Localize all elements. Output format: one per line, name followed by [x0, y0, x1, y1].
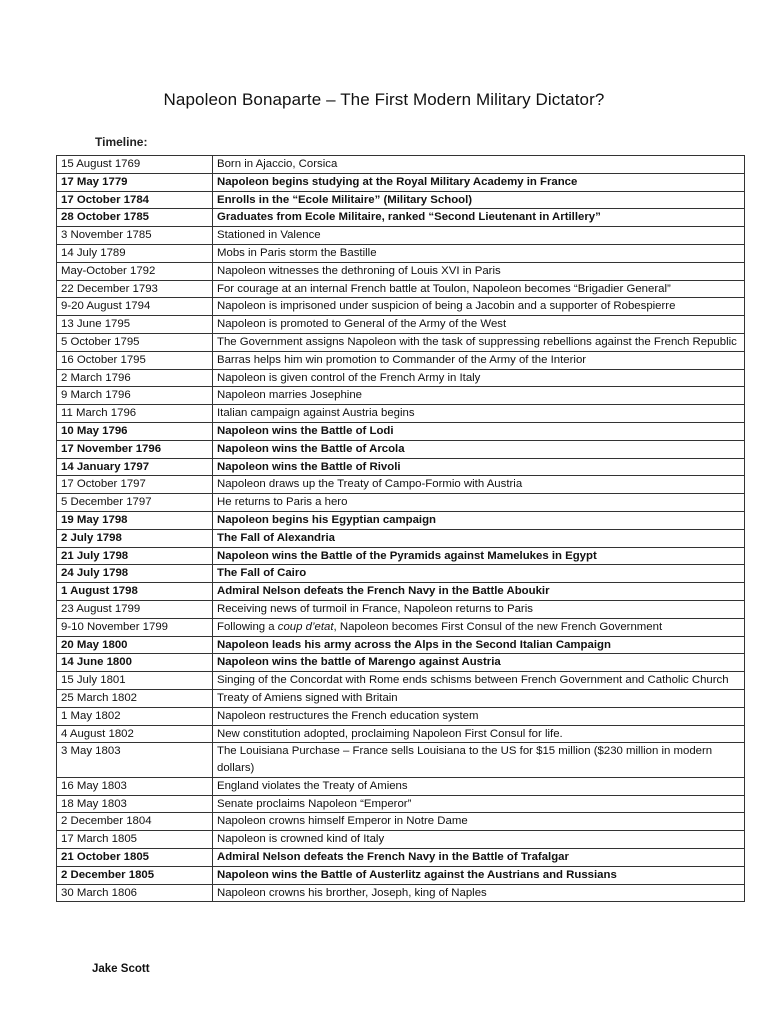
timeline-date: 4 August 1802 [57, 725, 213, 743]
timeline-row [57, 600, 745, 618]
timeline-row [57, 547, 745, 565]
timeline-event: Napoleon wins the Battle of Lodi [213, 422, 745, 440]
timeline-date: 25 March 1802 [57, 689, 213, 707]
timeline-heading: Timeline: [95, 135, 148, 149]
timeline-event: New constitution adopted, proclaiming Napoleon First Consul for life. [213, 725, 745, 743]
timeline-event: Napoleon is promoted to General of the Army of the West [213, 316, 745, 334]
timeline-date: 20 May 1800 [57, 636, 213, 654]
timeline-date: 23 August 1799 [57, 600, 213, 618]
timeline-date: 22 December 1793 [57, 280, 213, 298]
timeline-date: 1 August 1798 [57, 583, 213, 601]
timeline-date: 3 May 1803 [57, 743, 213, 778]
timeline-date: 17 March 1805 [57, 831, 213, 849]
timeline-date: 3 November 1785 [57, 227, 213, 245]
timeline-row [57, 280, 745, 298]
timeline-date: 14 July 1789 [57, 244, 213, 262]
timeline-event: Senate proclaims Napoleon “Emperor” [213, 795, 745, 813]
timeline-date: 5 October 1795 [57, 333, 213, 351]
timeline-event: Treaty of Amiens signed with Britain [213, 689, 745, 707]
author-name: Jake Scott [92, 963, 150, 975]
timeline-event: Singing of the Concordat with Rome ends schisms between French Government and Catholic Church [213, 672, 745, 690]
timeline-date: 5 December 1797 [57, 494, 213, 512]
timeline-date: 13 June 1795 [57, 316, 213, 334]
timeline-event: Napoleon is imprisoned under suspicion of being a Jacobin and a supporter of Robespierre [213, 298, 745, 316]
timeline-date: 17 October 1797 [57, 476, 213, 494]
timeline-date: 16 October 1795 [57, 351, 213, 369]
timeline-date: 2 July 1798 [57, 529, 213, 547]
timeline-event: Napoleon crowns his brorther, Joseph, king of Naples [213, 884, 745, 902]
timeline-row [57, 369, 745, 387]
timeline-event: The Fall of Cairo [213, 565, 745, 583]
timeline-row [57, 529, 745, 547]
timeline-date: 9-10 November 1799 [57, 618, 213, 636]
timeline-date: 14 June 1800 [57, 654, 213, 672]
timeline-event: Stationed in Valence [213, 227, 745, 245]
timeline-row [57, 636, 745, 654]
timeline-date: May-October 1792 [57, 262, 213, 280]
timeline-row [57, 156, 745, 174]
timeline-event: Napoleon marries Josephine [213, 387, 745, 405]
timeline-event: Enrolls in the “Ecole Militaire” (Military School) [213, 191, 745, 209]
document-title: Napoleon Bonaparte – The First Modern Military Dictator? [163, 90, 605, 109]
timeline-event: The Fall of Alexandria [213, 529, 745, 547]
timeline-row [57, 209, 745, 227]
timeline-event: Graduates from Ecole Militaire, ranked “Second Lieutenant in Artillery” [213, 209, 745, 227]
timeline-row [57, 654, 745, 672]
timeline-event: Napoleon wins the Battle of Austerlitz against the Austrians and Russians [213, 866, 745, 884]
timeline-event: Napoleon leads his army across the Alps in the Second Italian Campaign [213, 636, 745, 654]
timeline-date: 9-20 August 1794 [57, 298, 213, 316]
timeline-row [57, 618, 745, 636]
timeline-row [57, 422, 745, 440]
timeline-row [57, 583, 745, 601]
timeline-date: 9 March 1796 [57, 387, 213, 405]
timeline-row [57, 227, 745, 245]
timeline-row [57, 316, 745, 334]
timeline-date: 2 December 1805 [57, 866, 213, 884]
timeline-date: 24 July 1798 [57, 565, 213, 583]
timeline-row [57, 191, 745, 209]
timeline-date: 14 January 1797 [57, 458, 213, 476]
timeline-row [57, 866, 745, 884]
timeline-date: 17 November 1796 [57, 440, 213, 458]
timeline-event: Napoleon is given control of the French Army in Italy [213, 369, 745, 387]
timeline-event: Barras helps him win promotion to Commander of the Army of the Interior [213, 351, 745, 369]
timeline-date: 1 May 1802 [57, 707, 213, 725]
timeline-row [57, 725, 745, 743]
timeline-event: Napoleon restructures the French education system [213, 707, 745, 725]
timeline-event: The Louisiana Purchase – France sells Louisiana to the US for $15 million ($230 million in modern dollars) [213, 743, 745, 778]
timeline-event: Napoleon wins the Battle of Arcola [213, 440, 745, 458]
timeline-row [57, 494, 745, 512]
timeline-event: The Government assigns Napoleon with the task of suppressing rebellions against the French Republic [213, 333, 745, 351]
timeline-event: Napoleon crowns himself Emperor in Notre Dame [213, 813, 745, 831]
timeline-row [57, 795, 745, 813]
timeline-row [57, 458, 745, 476]
timeline-event: He returns to Paris a hero [213, 494, 745, 512]
timeline-date: 17 October 1784 [57, 191, 213, 209]
timeline-row [57, 173, 745, 191]
timeline-date: 30 March 1806 [57, 884, 213, 902]
timeline-event: Napoleon begins his Egyptian campaign [213, 511, 745, 529]
timeline-date: 2 March 1796 [57, 369, 213, 387]
timeline-event: Napoleon begins studying at the Royal Military Academy in France [213, 173, 745, 191]
timeline-row [57, 707, 745, 725]
timeline-date: 16 May 1803 [57, 777, 213, 795]
timeline-date: 15 July 1801 [57, 672, 213, 690]
timeline-row [57, 405, 745, 423]
timeline-event: Admiral Nelson defeats the French Navy in the Battle of Trafalgar [213, 849, 745, 867]
timeline-date: 11 March 1796 [57, 405, 213, 423]
timeline-table [56, 155, 745, 902]
timeline-row [57, 849, 745, 867]
timeline-date: 17 May 1779 [57, 173, 213, 191]
timeline-event: Born in Ajaccio, Corsica [213, 156, 745, 174]
timeline-row [57, 333, 745, 351]
timeline-date: 21 October 1805 [57, 849, 213, 867]
timeline-event: Receiving news of turmoil in France, Napoleon returns to Paris [213, 600, 745, 618]
timeline-row [57, 511, 745, 529]
timeline-row [57, 262, 745, 280]
timeline-row [57, 884, 745, 902]
timeline-row [57, 387, 745, 405]
timeline-body [57, 156, 745, 902]
timeline-event: Italian campaign against Austria begins [213, 405, 745, 423]
timeline-row [57, 298, 745, 316]
timeline-date: 19 May 1798 [57, 511, 213, 529]
timeline-event: England violates the Treaty of Amiens [213, 777, 745, 795]
timeline-event: Napoleon draws up the Treaty of Campo-Formio with Austria [213, 476, 745, 494]
timeline-row [57, 244, 745, 262]
timeline-row [57, 565, 745, 583]
timeline-row [57, 831, 745, 849]
timeline-date: 2 December 1804 [57, 813, 213, 831]
timeline-row [57, 351, 745, 369]
timeline-row [57, 813, 745, 831]
timeline-date: 10 May 1796 [57, 422, 213, 440]
timeline-date: 21 July 1798 [57, 547, 213, 565]
timeline-event: Napoleon is crowned kind of Italy [213, 831, 745, 849]
timeline-row [57, 440, 745, 458]
timeline-event: Mobs in Paris storm the Bastille [213, 244, 745, 262]
timeline-row [57, 743, 745, 778]
timeline-row [57, 689, 745, 707]
timeline-event: Following a coup d’etat, Napoleon becomes First Consul of the new French Government [213, 618, 745, 636]
timeline-date: 18 May 1803 [57, 795, 213, 813]
timeline-event: Napoleon witnesses the dethroning of Louis XVI in Paris [213, 262, 745, 280]
timeline-date: 28 October 1785 [57, 209, 213, 227]
timeline-event: For courage at an internal French battle at Toulon, Napoleon becomes “Brigadier General” [213, 280, 745, 298]
timeline-event: Napoleon wins the battle of Marengo against Austria [213, 654, 745, 672]
timeline-event: Admiral Nelson defeats the French Navy in the Battle Aboukir [213, 583, 745, 601]
timeline-row [57, 777, 745, 795]
timeline-row [57, 476, 745, 494]
timeline-event: Napoleon wins the Battle of the Pyramids against Mamelukes in Egypt [213, 547, 745, 565]
timeline-date: 15 August 1769 [57, 156, 213, 174]
timeline-row [57, 672, 745, 690]
timeline-event: Napoleon wins the Battle of Rivoli [213, 458, 745, 476]
